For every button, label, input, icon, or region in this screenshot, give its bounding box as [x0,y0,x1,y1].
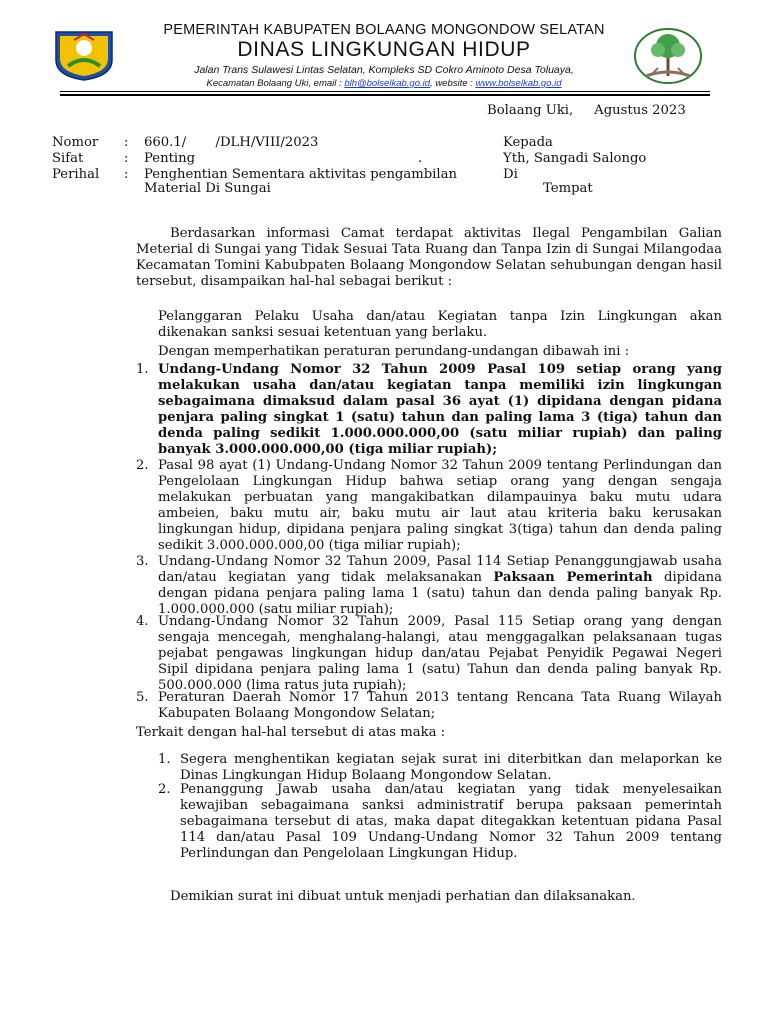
nomor-label: Nomor [52,135,99,150]
recipient-di: Di [503,167,518,182]
regulation-text-3-bold: Paksaan Pemerintah [493,570,653,585]
perihal-colon: : [124,167,129,182]
letterhead-rule-thin [60,91,710,92]
perihal-value-line-1: Penghentian Sementara aktivitas pengambilan [144,167,457,182]
regulation-text-1: Undang-Undang Nomor 32 Tahun 2009 Pasal 109 setiap orang yang melakukan usaha dan/atau kegiatan tanpa memiliki izin lingkungan sebagaimana dimaksud dalam pasal 36 ayat (1) dipidana dengan pidana penjara paling singkat 1 (satu) tahun dan paling lama 3 (tiga) tahun dan denda paling sedikit 1.000.000.000,00 (satu miliar rupiah) dan paling banyak 3.000.000.000,00 (tiga miliar rupiah); [158,362,722,457]
address-line-2 [0,78,768,89]
action-text-2: Penanggung Jawab usaha dan/atau kegiatan yang tidak menyelesaikan kewajiban sebagaimana sanksi administratif berupa paksaan pemerintah sebagaimana tersebut di atas, maka dapat ditegakkan ketentuan pidana Pasal 114 dan/atau Pasal 109 Undang-Undang Nomor 32 Tahun 2009 tentang Perlindungan dan Pengelolaan Lingkungan Hidup. [180,782,722,861]
action-text-1: Segera menghentikan kegiatan sejak surat ini diterbitkan dan melaporkan ke Dinas Lingkungan Hidup Bolaang Mongondow Selatan. [180,752,722,783]
sifat-dot: . [418,151,423,166]
regulation-text-3b: dipidana dengan pidana penjara paling lama 1 (satu) tahun dan denda paling banyak Rp. 1.000.000.000 (satu miliar rupiah); [158,570,722,617]
recipient-kepada: Kepada [503,135,553,150]
regulation-number-1: 1. [136,362,149,377]
letterhead-rule-thick [60,94,710,96]
closing-sentence: Demikian surat ini dibuat untuk menjadi perhatian dan dilaksanakan. [170,889,636,904]
address-line-1: Jalan Trans Sulawesi Lintas Selatan, Kompleks SD Cokro Aminoto Desa Toluaya, [194,64,574,76]
regulation-number-5: 5. [136,690,149,705]
regulation-item-1 [158,362,722,458]
regulation-text-5: Peraturan Daerah Nomor 17 Tahun 2013 tentang Rencana Tata Ruang Wilayah Kabupaten Bolaang Mongondow Selatan; [158,690,722,721]
nomor-value: 660.1/ /DLH/VIII/2023 [144,135,319,150]
perihal-value-line-2: Material Di Sungai [144,181,271,196]
regulation-text-4: Undang-Undang Nomor 32 Tahun 2009, Pasal 115 Setiap orang yang dengan sengaja mencegah, menghalang-halangi, atau menggagalkan pelaksanaan tugas pejabat pengawas lingkungan hidup dan/atau Pejabat Penyidik Pegawai Negeri Sipil dipidana penjara paling lama 1 (satu) Tahun dan denda paling banyak Rp. 500.000.000 (lima ratus juta rupiah); [158,614,722,693]
regulation-item-3 [158,554,722,618]
agency-name: DINAS LINGKUNGAN HIDUP [237,38,531,61]
website-link[interactable]: www.bolselkab.go.id [475,78,562,89]
email-link[interactable]: blh@bolselkab.go.id [344,78,431,89]
related-intro: Terkait dengan hal-hal tersebut di atas maka : [136,725,446,740]
violation-paragraph: Pelanggaran Pelaku Usaha dan/atau Kegiatan tanpa Izin Lingkungan akan dikenakan sanksi sesuai ketentuan yang berlaku. [158,309,722,340]
regulations-intro: Dengan memperhatikan peraturan perundang-undangan dibawah ini : [158,344,630,359]
intro-paragraph: Berdasarkan informasi Camat terdapat aktivitas Ilegal Pengambilan Galian Meterial di Sungai yang Tidak Sesuai Tata Ruang dan Tanpa Izin di Sungai Milangodaa Kecamatan Tomini Kabubpaten Bolaang Mongondow Selatan sehubungan dengan hasil tersebut, disampaikan hal-hal sebagai berikut : [136,226,722,289]
regulation-number-4: 4. [136,614,149,629]
sifat-label: Sifat [52,151,84,166]
recipient-tempat: Tempat [543,181,593,196]
action-number-1: 1. [158,752,171,767]
sifat-colon: : [124,151,129,166]
nomor-colon: : [124,135,129,150]
regulation-number-2: 2. [136,458,149,473]
sifat-value: Penting [144,151,196,166]
address-prefix: Kecamatan Bolaang Uki, email : [206,78,345,89]
regulation-number-3: 3. [136,554,149,569]
recipient-name: Yth, Sangadi Salongo [503,151,647,166]
perihal-label: Perihal [52,167,100,182]
regulation-text-2: Pasal 98 ayat (1) Undang-Undang Nomor 32 Tahun 2009 tentang Perlindungan dan Pengelolaan Lingkungan Hidup bahwa setiap orang yang dengan sengaja melakukan perbuatan yang mangakibatkan dilampauinya baku mutu udara ambeien, baku mutu air, baku mutu air laut atau kriteria baku kerusakan lingkungan hidup, dipidana penjara paling singkat 3(tiga) tahun dan denda paling sedikit 3.000.000.000,00 (tiga miliar rupiah); [158,458,722,553]
date-line: Bolaang Uki, Agustus 2023 [487,103,686,118]
government-name: PEMERINTAH KABUPATEN BOLAANG MONGONDOW SELATAN [163,22,605,38]
address-mid: , website : [430,78,476,89]
action-number-2: 2. [158,782,171,797]
regulation-text-3a: Undang-Undang Nomor 32 Tahun 2009, Pasal 114 Setiap Penanggungjawab usaha dan/atau kegiatan yang tidak melaksanakan [158,554,722,585]
